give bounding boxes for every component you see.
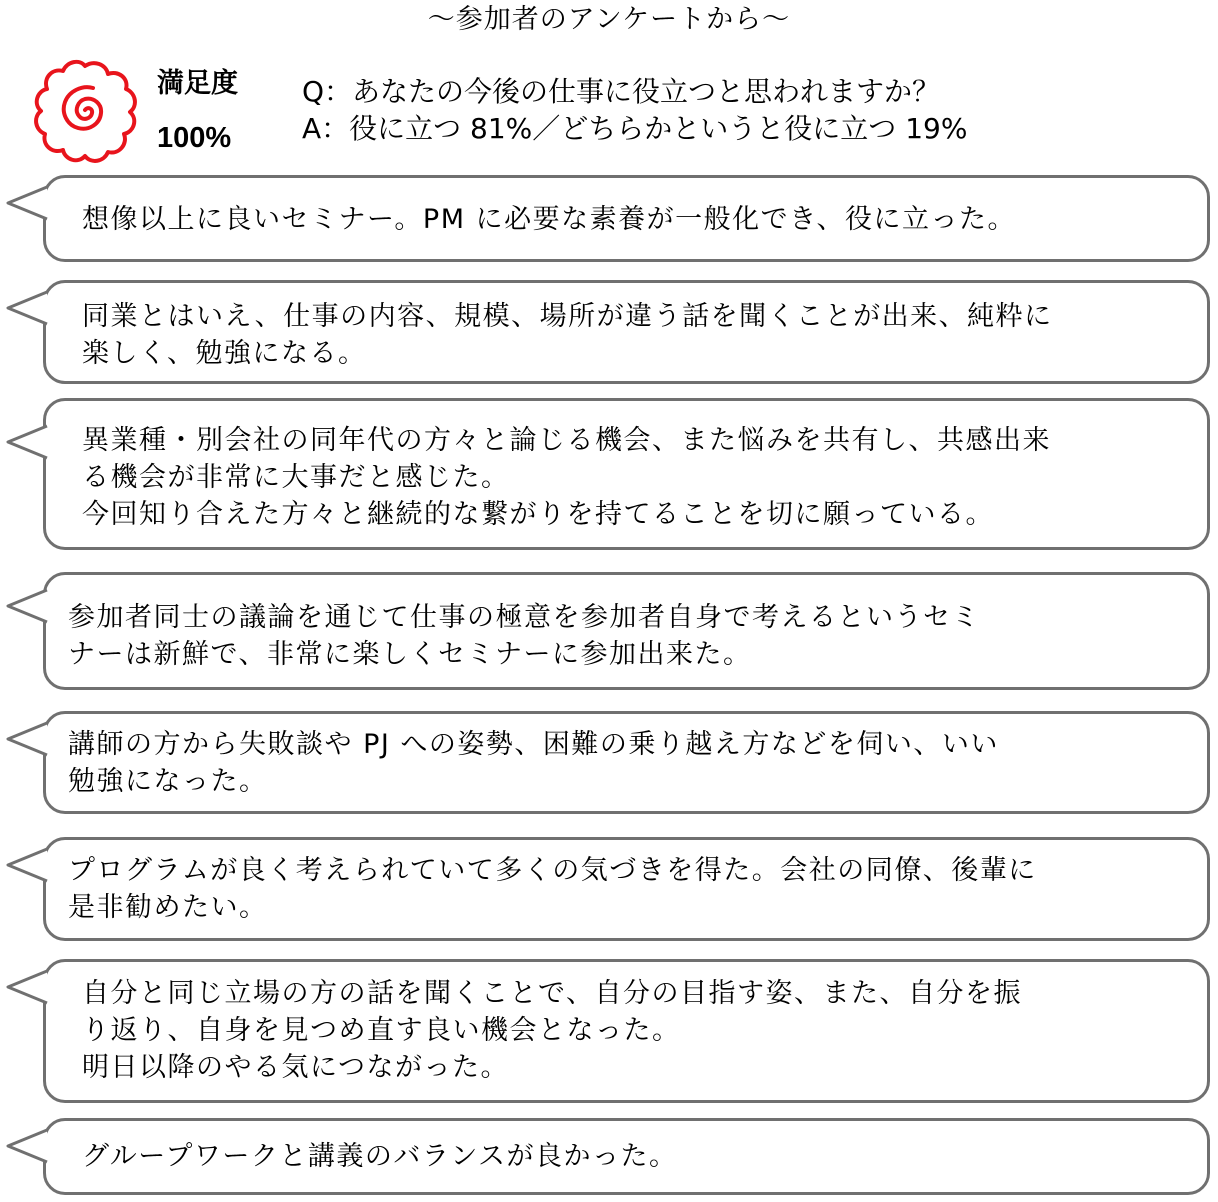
satisfaction-value: 100% (157, 122, 232, 154)
bubble-tail (5, 286, 50, 326)
comment-bubble (43, 711, 1210, 814)
bubble-tail (5, 717, 50, 757)
bubble-tail (5, 1124, 50, 1164)
comment-bubble (43, 280, 1210, 384)
satisfaction-label: 満足度 (157, 68, 238, 99)
bubble-tail (5, 584, 50, 624)
survey-question: Q：あなたの今後の仕事に役立つと思われますか？ (302, 75, 941, 108)
comment-bubble (43, 572, 1210, 690)
comment-text: 異業種・別会社の同年代の方々と論じる機会、また悩みを共有し、共感出来 る機会が非常に大事だと感じた。 今回知り合えた方々と継続的な繋がりを持てることを切に願っている。 (82, 425, 1051, 530)
comment-text: プログラムが良く考えられていて多くの気づきを得た。会社の同僚、後輩に 是非勧めたい。 (68, 855, 1037, 923)
bubble-tail (5, 965, 50, 1005)
comment-text: 講師の方から失敗談や PJ への姿勢、困難の乗り越え方などを伺い、いい 勉強になった。 (68, 729, 999, 797)
comment-bubble (43, 398, 1210, 550)
comment-text: 想像以上に良いセミナー。PM に必要な素養が一般化でき、役に立った。 (82, 204, 1016, 235)
comment-bubble (43, 959, 1210, 1103)
comment-bubble (43, 1118, 1210, 1195)
comment-bubble (43, 837, 1210, 941)
comment-text: 同業とはいえ、仕事の内容、規模、場所が違う話を聞くことが出来、純粋に 楽しく、勉強になる。 (82, 301, 1053, 369)
page-title: 〜参加者のアンケートから〜 (427, 4, 791, 35)
bubble-tail (5, 181, 50, 221)
bubble-tail (5, 843, 50, 883)
comment-text: 参加者同士の議論を通じて仕事の極意を参加者自身で考えるというセミ ナーは新鮮で、非常に楽しくセミナーに参加出来た。 (68, 602, 980, 670)
comment-text: グループワークと講義のバランスが良かった。 (82, 1141, 678, 1172)
bubble-tail (5, 420, 50, 460)
survey-answer: A：役に立つ 81%／どちらかというと役に立つ 19% (302, 112, 968, 145)
red-spiral-flower-icon (30, 56, 140, 166)
comment-text: 自分と同じ立場の方の話を聞くことで、自分の目指す姿、また、自分を振 り返り、自身を見つめ直す良い機会となった。 明日以降のやる気につながった。 (82, 978, 1022, 1083)
comment-bubble (43, 175, 1210, 262)
